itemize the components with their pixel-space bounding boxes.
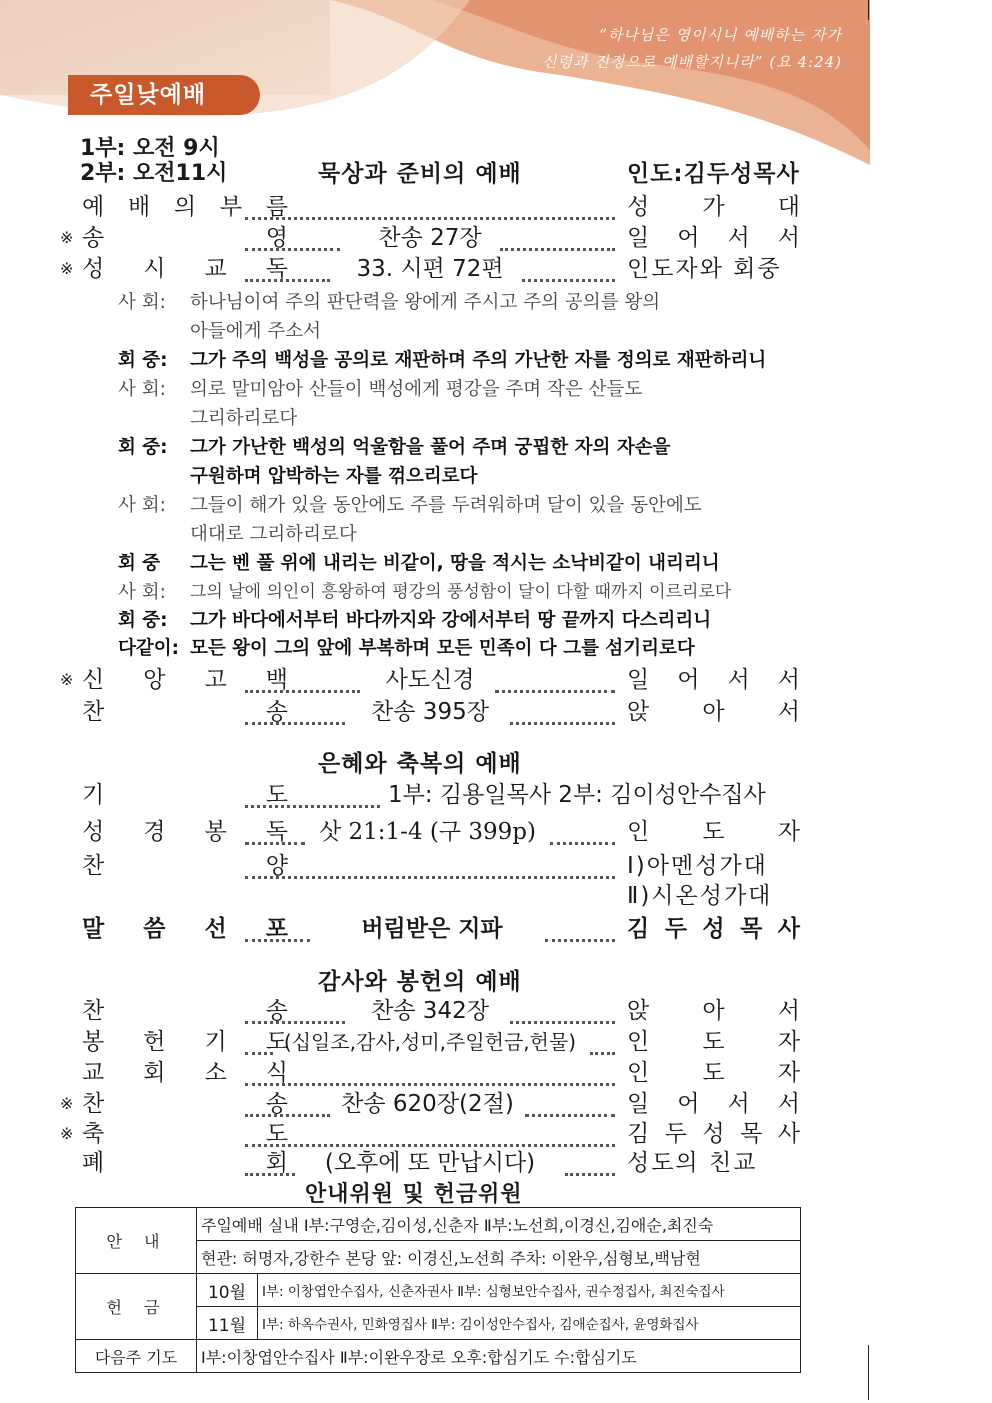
time-second: 2부: 오전11시 xyxy=(80,161,228,186)
dot-leader xyxy=(525,1089,615,1117)
table-row xyxy=(76,1340,801,1373)
stand-mark: ※ xyxy=(60,670,74,689)
item-hymn-4 xyxy=(60,1089,800,1119)
reading-text: 의로 말미암아 산들이 백성에게 평강을 주며 작은 산들도 그리하리로다 xyxy=(190,379,643,429)
item-right: 일 어 서 서 xyxy=(627,225,800,251)
prayer-label: 다음주 기도 xyxy=(76,1340,197,1373)
dot-leader xyxy=(245,1027,273,1055)
volunteers-table xyxy=(75,1207,801,1373)
item-label: 성 시 교 독 xyxy=(82,256,288,282)
item-label: 성 경 봉 독 xyxy=(82,819,288,845)
item-right: 인 도 자 xyxy=(627,819,800,845)
offering-label: 헌금 xyxy=(76,1274,197,1340)
dot-leader xyxy=(590,1027,615,1055)
item-hymn-2 xyxy=(60,697,800,727)
dot-leader xyxy=(245,223,340,251)
speaker: 사 회: xyxy=(118,495,166,516)
dot-leader xyxy=(245,697,345,725)
reading-text: 그가 주의 백성을 공의로 재판하며 주의 가난한 자를 정의로 재판하리니 xyxy=(190,350,767,371)
item-benediction xyxy=(60,1119,800,1149)
dot-leader xyxy=(245,780,380,808)
item-right: 1부: 김용일목사 2부: 김이성안수집사 xyxy=(388,782,766,808)
item-right: 인 도 자 xyxy=(627,1029,800,1055)
item-choir xyxy=(60,851,800,911)
item-mid: 삿 21:1-4 (구 399p) xyxy=(319,819,536,845)
speaker: 사 회: xyxy=(118,582,166,603)
dot-leader xyxy=(245,914,310,942)
item-right: 앉 아 서 xyxy=(627,998,800,1024)
reading-text: 그의 날에 의인이 흥왕하여 평강의 풍성함이 달이 다할 때까지 이르리로다 xyxy=(190,582,732,602)
speaker: 회 중: xyxy=(118,437,168,458)
dot-leader xyxy=(522,254,615,282)
dot-leader xyxy=(565,1148,615,1176)
margin-rule-bottom xyxy=(868,1345,869,1400)
item-church-news xyxy=(60,1058,800,1088)
item-creed xyxy=(60,665,800,695)
dot-leader xyxy=(545,914,615,942)
item-right: Ⅰ)아멘성가대 Ⅱ)시온성가대 xyxy=(627,853,773,909)
speaker: 다같이: xyxy=(118,638,180,659)
reading-text: 그가 바다에서부터 바다까지와 강에서부터 땅 끝까지 다스리리니 xyxy=(190,610,712,631)
responsive-line xyxy=(118,346,818,375)
section-title-thanks: 감사와 봉헌의 예배 xyxy=(318,969,522,995)
guide-row-1: 주일예배 실내 Ⅰ부:구영순,김이성,신춘자 Ⅱ부:노선희,이경신,김애순,최진숙 xyxy=(197,1208,801,1241)
stand-mark: ※ xyxy=(60,1094,74,1113)
item-label: 폐 회 xyxy=(82,1150,288,1176)
reading-text: 그들이 해가 있을 동안에도 주를 두려워하며 달이 있을 동안에도 대대로 그리하리로다 xyxy=(190,495,702,545)
item-mid: 사도신경 xyxy=(385,667,475,693)
responsive-line xyxy=(118,606,818,635)
dot-leader xyxy=(245,1119,615,1147)
item-label: 기 도 xyxy=(82,782,288,808)
responsive-line xyxy=(118,375,818,433)
dot-leader xyxy=(245,1148,295,1176)
item-mid: (십일조,감사,성미,주일헌금,헌물) xyxy=(283,1030,577,1054)
item-right: 일 어 서 서 xyxy=(627,1091,800,1117)
item-mid: 찬송 342장 xyxy=(371,998,489,1024)
time-first: 1부: 오전 9시 xyxy=(80,136,220,161)
dot-leader xyxy=(245,817,305,845)
section-title-prep: 묵상과 준비의 예배 xyxy=(318,161,522,187)
item-right: 성 가 대 xyxy=(627,194,800,220)
volunteers-title: 안내위원 및 헌금위원 xyxy=(305,1182,523,1207)
verse-line-1: “하나님은 영이시니 예배하는 자가 xyxy=(599,26,842,44)
dot-leader xyxy=(245,192,615,220)
stand-mark: ※ xyxy=(60,228,74,247)
responsive-line xyxy=(118,491,818,549)
item-mid: 찬송 395장 xyxy=(371,699,489,725)
item-mid: 찬송 27장 xyxy=(378,225,482,251)
margin-rule-top xyxy=(868,0,869,20)
item-mid: 찬송 620장(2절) xyxy=(341,1091,514,1117)
item-right: 인도자와 회중 xyxy=(627,256,782,282)
item-hymn-3 xyxy=(60,996,800,1026)
dot-leader xyxy=(550,817,615,845)
dot-leader xyxy=(245,996,345,1024)
dot-leader xyxy=(245,1089,330,1117)
item-right: 김 두 성 목 사 xyxy=(627,916,800,942)
table-row xyxy=(76,1274,801,1307)
month-cell: 10월 xyxy=(197,1274,258,1307)
speaker: 회 중: xyxy=(118,350,168,371)
service-badge: 주일낮예배 xyxy=(68,75,260,115)
table-row xyxy=(76,1208,801,1241)
service-times xyxy=(80,136,227,186)
responsive-line xyxy=(118,634,818,663)
item-mid: 33. 시편 72편 xyxy=(356,256,504,282)
item-right: 일 어 서 서 xyxy=(627,667,800,693)
item-right: 앉 아 서 xyxy=(627,699,800,725)
speaker: 사 회: xyxy=(118,379,166,400)
speaker: 회 중: xyxy=(118,610,168,631)
item-label: 축 도 xyxy=(82,1121,288,1147)
item-right: 성도의 친교 xyxy=(627,1150,758,1176)
item-label: 찬 송 xyxy=(82,1091,288,1117)
dot-leader xyxy=(495,665,615,693)
dot-leader xyxy=(245,1058,615,1086)
item-prayer xyxy=(60,780,800,810)
item-label: 봉 헌 기 도 xyxy=(82,1029,288,1055)
verse-line-2: 신령과 진정으로 예배할지니라” (요 4:24) xyxy=(542,53,842,71)
item-label: 말 씀 선 포 xyxy=(82,916,288,942)
responsive-line xyxy=(118,549,818,578)
item-scripture xyxy=(60,817,800,847)
item-offering-prayer xyxy=(60,1027,800,1057)
speaker: 회 중 xyxy=(118,553,161,574)
responsive-line xyxy=(118,288,818,346)
item-label: 신 앙 고 백 xyxy=(82,667,288,693)
reading-text: 그가 가난한 백성의 억울함을 풀어 주며 궁핍한 자의 자손을 구원하며 압박하는 자를 꺾으리로다 xyxy=(190,437,671,487)
item-label: 찬 양 xyxy=(82,853,288,879)
offering-cell: Ⅰ부: 하옥수권사, 민화영집사 Ⅱ부: 김이성안수집사, 김애순집사, 윤영화집사 xyxy=(258,1307,801,1340)
item-responsive-reading xyxy=(60,254,800,284)
reading-text: 하나님이여 주의 판단력을 왕에게 주시고 주의 공의를 왕의 아들에게 주소서 xyxy=(190,292,661,342)
item-call-to-worship xyxy=(60,192,800,222)
stand-mark: ※ xyxy=(60,1124,74,1143)
stand-mark: ※ xyxy=(60,259,74,278)
item-label: 찬 송 xyxy=(82,998,288,1024)
offering-cell: Ⅰ부: 이창엽안수집사, 신춘자권사 Ⅱ부: 심형보안수집사, 권수정집사, 최진숙집사 xyxy=(258,1274,801,1307)
responsive-line xyxy=(118,433,818,491)
item-hymn-1 xyxy=(60,223,800,253)
guide-label: 안내 xyxy=(76,1208,197,1274)
item-right: 인 도 자 xyxy=(627,1060,800,1086)
item-mid: (오후에 또 만납시다) xyxy=(324,1150,536,1176)
guide-row-2: 현관: 허명자,강한수 본당 앞: 이경신,노선희 주차: 이완우,심형보,백남현 xyxy=(197,1241,801,1274)
dot-leader xyxy=(510,996,615,1024)
speaker: 사 회: xyxy=(118,292,166,313)
item-label: 교 회 소 식 xyxy=(82,1060,288,1086)
item-right: 김 두 성 목 사 xyxy=(627,1121,800,1147)
dot-leader xyxy=(510,697,615,725)
item-label: 송 영 xyxy=(82,225,288,251)
reading-text: 그는 벤 풀 위에 내리는 비같이, 땅을 적시는 소낙비같이 내리리니 xyxy=(190,553,720,574)
reading-text: 모든 왕이 그의 앞에 부복하며 모든 민족이 다 그를 섬기리로다 xyxy=(190,638,695,659)
responsive-line xyxy=(118,578,818,607)
dot-leader xyxy=(245,851,615,879)
item-label: 찬 송 xyxy=(82,699,288,725)
header-verse xyxy=(542,22,842,76)
dot-leader xyxy=(500,223,615,251)
item-label: 예 배 의 부 름 xyxy=(82,194,288,220)
section-title-grace: 은혜와 축복의 예배 xyxy=(318,751,522,777)
month-cell: 11월 xyxy=(197,1307,258,1340)
item-sermon xyxy=(60,914,800,944)
dot-leader xyxy=(245,665,360,693)
sermon-title: 버림받은 지파 xyxy=(361,916,503,942)
item-closing xyxy=(60,1148,800,1178)
prep-leader: 인도:김두성목사 xyxy=(627,161,800,187)
prayer-cell: Ⅰ부:이창엽안수집사 Ⅱ부:이완우장로 오후:합심기도 수:합심기도 xyxy=(197,1340,801,1373)
dot-leader xyxy=(245,254,330,282)
